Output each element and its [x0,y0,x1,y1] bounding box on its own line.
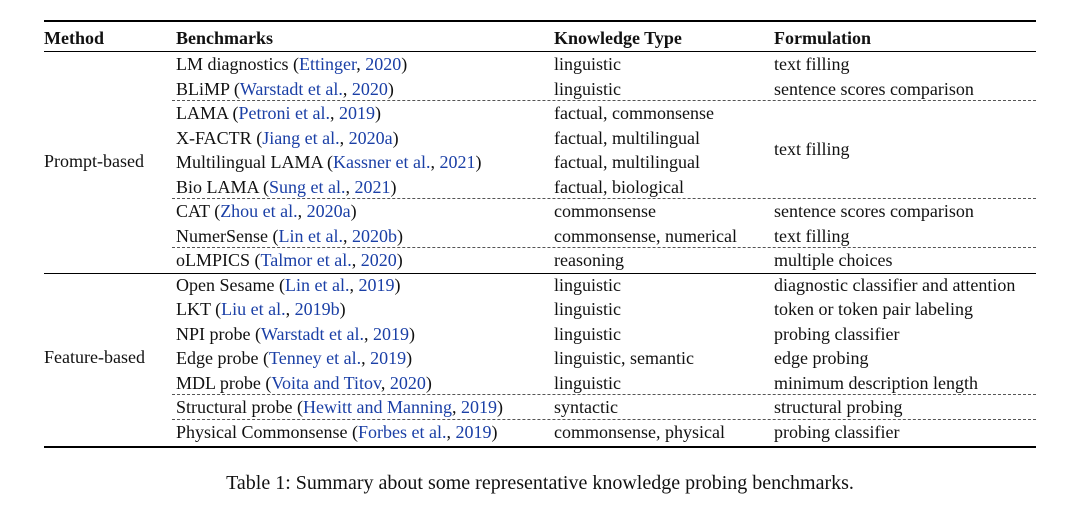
formulation-cell: sentence scores comparison [774,201,974,221]
benchmark-name: Structural probe [176,397,293,417]
benchmark-name: LM diagnostics [176,54,289,74]
paren-close: ) [375,103,381,123]
knowledge-type-cell: commonsense, numerical [554,226,737,246]
paren-close: ) [496,397,503,417]
benchmark-cell [176,420,497,444]
paren-open: ( [267,226,279,246]
group-label-prompt-based: Prompt-based [44,151,144,171]
citation-author-link[interactable]: Talmor et al. [260,250,352,270]
paren-open: ( [210,299,222,319]
benchmark-name: BLiMP [176,79,230,99]
knowledge-type-cell: factual, multilingual [554,128,700,148]
benchmark-cell [176,322,415,346]
citation-year-link[interactable]: 2021 [354,177,391,197]
citation-author-link[interactable]: Hewitt and Manning [302,397,452,417]
citation-separator: , [342,79,352,99]
group-label-feature-based: Feature-based [44,347,145,367]
formulation-cell: sentence scores comparison [774,79,974,99]
benchmark-name: NPI probe [176,324,251,344]
benchmark-cell [176,371,432,395]
paren-close: ) [406,348,413,368]
top-rule [44,20,1036,22]
paren-close: ) [409,324,416,344]
knowledge-type-cell: linguistic, semantic [554,348,694,368]
citation-author-link[interactable]: Jiang et al. [262,128,340,148]
citation-separator: , [351,250,361,270]
citation-year-link[interactable]: 2021 [439,152,476,172]
citation-separator: , [380,373,390,393]
benchmark-name: Physical Commonsense [176,422,348,442]
citation-year-link[interactable]: 2020a [306,201,351,221]
knowledge-type-cell: syntactic [554,397,618,417]
knowledge-type-cell: commonsense, physical [554,422,725,442]
citation-separator: , [451,397,461,417]
header-formulation: Formulation [774,28,871,48]
citation-year-link[interactable]: 2019 [339,103,375,123]
citation-separator: , [342,226,352,246]
formulation-cell: probing classifier [774,324,900,344]
benchmark-cell [176,77,394,101]
header-method: Method [44,28,104,48]
knowledge-type-cell: linguistic [554,79,621,99]
citation-separator: , [330,103,339,123]
citation-year-link[interactable]: 2020a [348,128,393,148]
citation-separator: , [446,422,456,442]
formulation-cell: minimum description length [774,373,978,393]
citation-author-link[interactable]: Liu et al. [221,299,286,319]
benchmark-cell [176,346,412,370]
formulation-cell: structural probing [774,397,903,417]
paren-close: ) [475,152,482,172]
paren-open: ( [229,79,240,99]
merged-formulation-cell: text filling [774,139,850,159]
paren-open: ( [322,152,334,172]
bottom-rule [44,446,1036,448]
benchmark-cell [176,150,481,174]
benchmark-name: oLMPICS [176,250,251,270]
benchmark-name: X-FACTR [176,128,252,148]
paren-close: ) [396,250,403,270]
benchmark-name: Open Sesame [176,275,275,295]
paren-close: ) [425,373,432,393]
citation-separator: , [364,324,374,344]
benchmark-name: NumerSense [176,226,268,246]
citation-year-link[interactable]: 2019 [373,324,410,344]
citation-author-link[interactable]: Petroni et al. [238,103,330,123]
benchmark-cell [176,52,407,76]
paren-close: ) [491,422,498,442]
formulation-cell: diagnostic classifier and attention [774,275,1016,295]
paren-close: ) [350,201,357,221]
paren-open: ( [288,54,299,74]
knowledge-type-cell: factual, biological [554,177,684,197]
header-knowledge-type: Knowledge Type [554,28,682,48]
paren-open: ( [258,177,270,197]
paren-close: ) [396,226,403,246]
citation-author-link[interactable]: Warstadt et al. [239,79,343,99]
citation-author-link[interactable]: Zhou et al. [220,201,298,221]
benchmark-name: CAT [176,201,210,221]
paren-open: ( [258,348,269,368]
formulation-cell: probing classifier [774,422,900,442]
formulation-cell: edge probing [774,348,869,368]
paren-close: ) [387,79,394,99]
header-benchmarks: Benchmarks [176,28,274,48]
paren-close: ) [401,54,408,74]
citation-author-link[interactable]: Ettinger [299,54,357,74]
knowledge-type-cell: factual, commonsense [554,103,714,123]
citation-author-link[interactable]: Forbes et al. [358,422,447,442]
citation-author-link[interactable]: Tenney et al. [268,348,362,368]
benchmark-cell [176,224,403,248]
paren-open: ( [347,422,358,442]
citation-author-link[interactable]: Voita and Titov [271,373,381,393]
knowledge-type-cell: linguistic [554,54,621,74]
citation-separator: , [345,177,355,197]
benchmark-name: MDL probe [176,373,261,393]
formulation-cell: text filling [774,226,850,246]
citation-separator: , [285,299,295,319]
paren-open: ( [209,201,221,221]
citation-year-link[interactable]: 2020 [351,79,388,99]
citation-year-link[interactable]: 2020 [365,54,402,74]
knowledge-type-cell: factual, multilingual [554,152,700,172]
benchmark-cell [176,175,397,199]
benchmark-cell [176,395,503,419]
knowledge-type-cell: linguistic [554,299,621,319]
citation-author-link[interactable]: Kassner et al. [333,152,431,172]
benchmark-name: LKT [176,299,211,319]
knowledge-type-cell: commonsense [554,201,656,221]
citation-separator: , [430,152,440,172]
knowledge-type-cell: linguistic [554,324,621,344]
knowledge-type-cell: linguistic [554,275,621,295]
citation-separator: , [297,201,307,221]
knowledge-type-cell: reasoning [554,250,624,270]
paren-open: ( [274,275,285,295]
knowledge-type-cell: linguistic [554,373,621,393]
citation-separator: , [361,348,371,368]
formulation-cell: token or token pair labeling [774,299,973,319]
table-caption: Table 1: Summary about some representative knowledge probing benchmarks. [226,472,854,494]
paren-open: ( [250,324,261,344]
paren-close: ) [390,177,397,197]
citation-year-link[interactable]: 2019 [370,348,407,368]
paren-close: ) [339,299,346,319]
paren-open: ( [251,128,263,148]
paren-close: ) [392,128,399,148]
citation-year-link[interactable]: 2019 [455,422,492,442]
benchmark-cell [176,126,399,150]
benchmark-name: Edge probe [176,348,259,368]
benchmark-name: LAMA [176,103,229,123]
benchmark-cell [176,248,403,272]
paren-open: ( [228,103,239,123]
citation-author-link[interactable]: Lin et al. [278,226,343,246]
benchmark-cell [176,273,400,297]
citation-year-link[interactable]: 2020 [360,250,397,270]
citation-separator: , [349,275,359,295]
citation-author-link[interactable]: Warstadt et al. [261,324,365,344]
benchmark-cell [176,297,346,321]
citation-separator: , [339,128,349,148]
benchmark-name: Bio LAMA [176,177,259,197]
citation-year-link[interactable]: 2019 [358,275,395,295]
citation-year-link[interactable]: 2019b [294,299,340,319]
citation-separator: , [356,54,366,74]
benchmark-cell [176,199,357,223]
paren-open: ( [250,250,261,270]
citation-year-link[interactable]: 2020 [389,373,426,393]
citation-author-link[interactable]: Sung et al. [269,177,346,197]
citation-year-link[interactable]: 2019 [460,397,497,417]
paren-close: ) [394,275,401,295]
benchmark-cell [176,101,381,125]
formulation-cell: text filling [774,54,850,74]
paren-open: ( [260,373,272,393]
benchmark-name: Multilingual LAMA [176,152,323,172]
formulation-cell: multiple choices [774,250,893,270]
citation-year-link[interactable]: 2020b [351,226,397,246]
paren-open: ( [292,397,303,417]
citation-author-link[interactable]: Lin et al. [284,275,350,295]
